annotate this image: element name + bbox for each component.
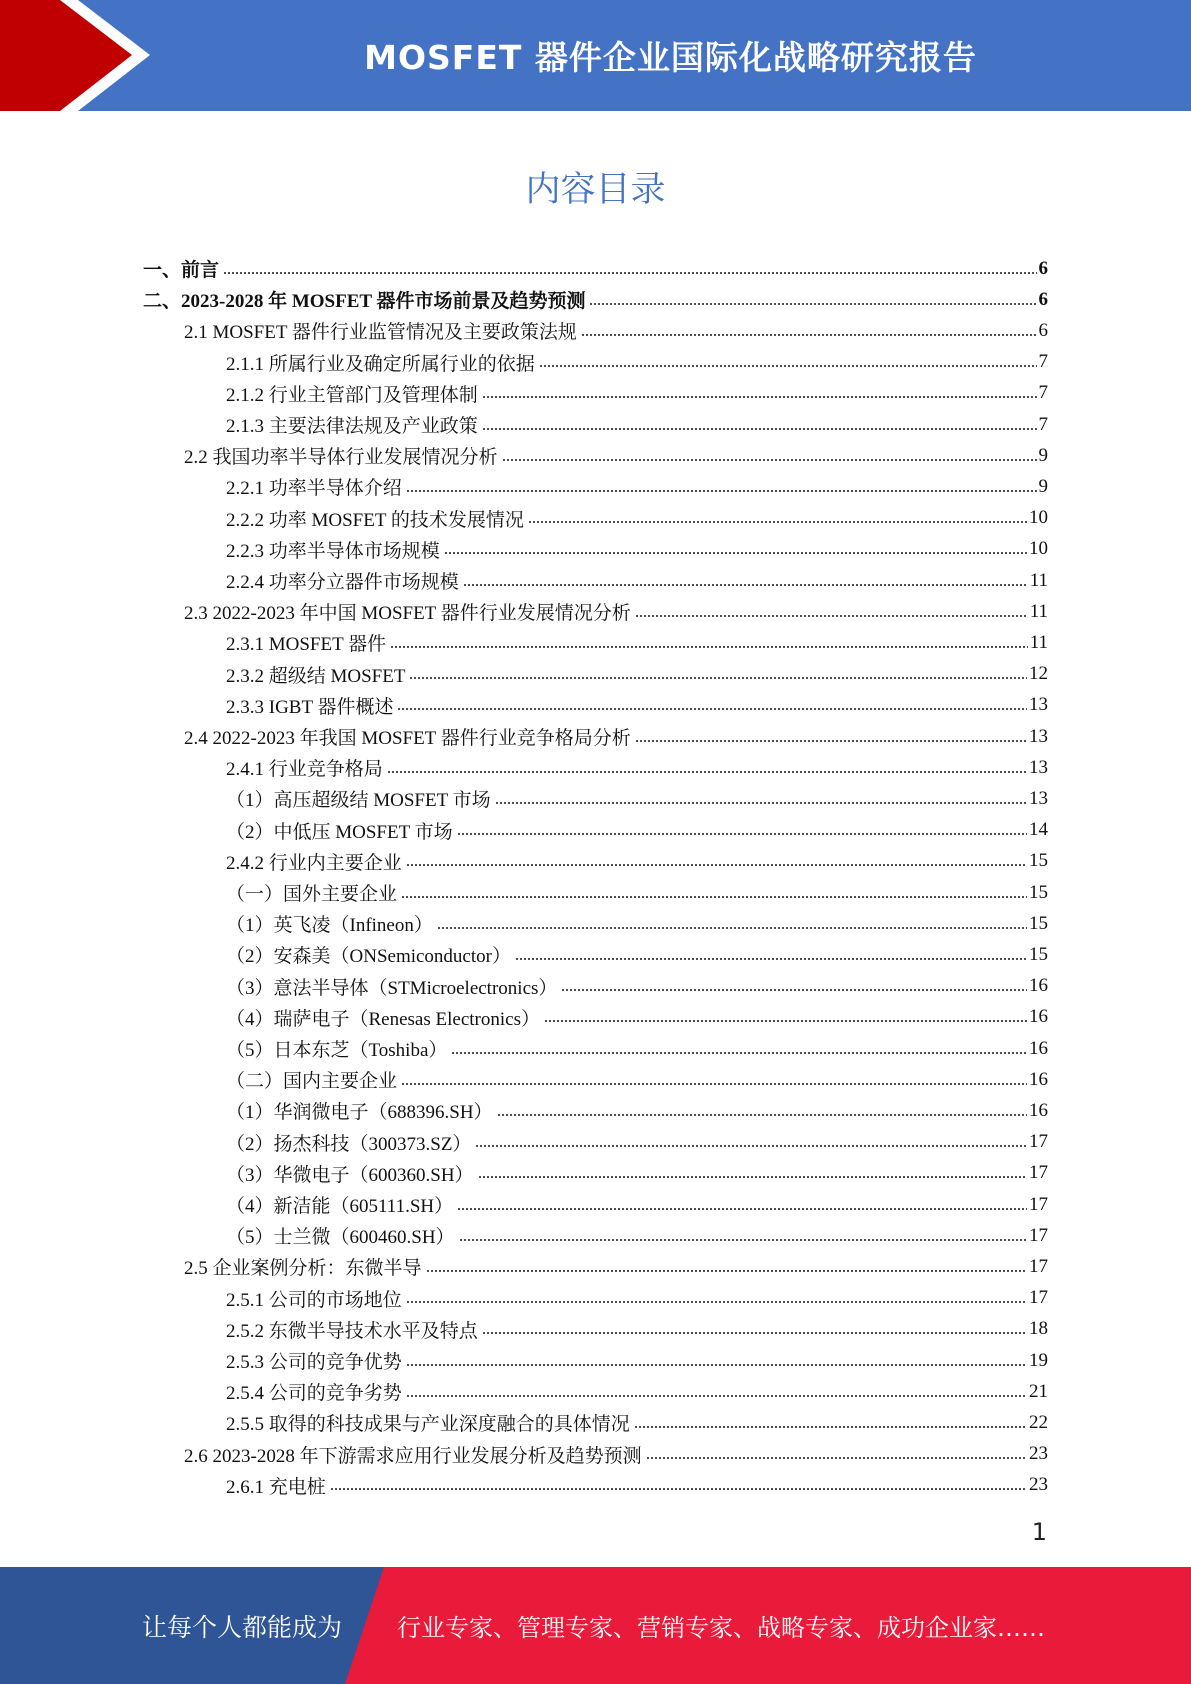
toc-entry-label: （二）国内主要企业 xyxy=(226,1071,398,1093)
toc-entry[interactable] xyxy=(226,378,1048,409)
toc-dot-leader xyxy=(495,799,1027,807)
toc-entry-page: 11 xyxy=(1029,631,1048,653)
page-number: 1 xyxy=(1031,1518,1047,1546)
toc-entry-page: 10 xyxy=(1029,538,1048,560)
toc-entry[interactable] xyxy=(226,347,1048,378)
toc-entry[interactable] xyxy=(226,908,1048,939)
toc-entry-page: 7 xyxy=(1038,382,1048,404)
toc-entry[interactable] xyxy=(226,1127,1048,1158)
toc-entry-label: 2.6 2023-2028 年下游需求应用行业发展分析及趋势预测 xyxy=(184,1445,642,1467)
toc-entry[interactable] xyxy=(226,534,1048,565)
toc-entry-page: 16 xyxy=(1029,975,1048,997)
toc-dot-leader xyxy=(330,1485,1027,1493)
toc-entry[interactable] xyxy=(226,1033,1048,1064)
toc-entry-label: 2.2.2 功率 MOSFET 的技术发展情况 xyxy=(226,509,524,531)
toc-entry-label: （一）国外主要企业 xyxy=(226,884,398,905)
toc-entry-label: （4）新洁能（605111.SH） xyxy=(226,1196,454,1217)
toc-dot-leader xyxy=(635,612,1028,620)
toc-entry-label: 2.4.1 行业竞争格局 xyxy=(226,759,383,781)
toc-entry-page: 17 xyxy=(1029,1131,1048,1153)
toc-entry-page: 14 xyxy=(1029,819,1048,841)
toc-dot-leader xyxy=(528,518,1027,526)
toc-dot-leader xyxy=(634,1423,1027,1431)
toc-dot-leader xyxy=(589,300,1036,308)
toc-dot-leader xyxy=(457,1205,1027,1213)
toc-entry-label: （5）日本东芝（Toshiba） xyxy=(226,1040,448,1061)
toc-entry[interactable] xyxy=(226,409,1048,440)
toc-entry-page: 13 xyxy=(1029,725,1048,747)
toc-entry-label: 2.5.1 公司的市场地位 xyxy=(226,1289,402,1311)
toc-entry-label: 二、2023-2028 年 MOSFET 器件市场前景及趋势预测 xyxy=(143,291,586,313)
toc-entry-label: 2.1 MOSFET 器件行业监管情况及主要政策法规 xyxy=(184,322,577,344)
toc-entry-page: 11 xyxy=(1029,569,1048,591)
toc-entry[interactable] xyxy=(226,1002,1048,1033)
toc-entry-page: 16 xyxy=(1029,1099,1048,1121)
toc-entry-page: 13 xyxy=(1029,694,1048,716)
toc-entry-page: 22 xyxy=(1029,1411,1048,1433)
toc-entry[interactable] xyxy=(226,503,1048,534)
toc-entry-page: 15 xyxy=(1029,850,1048,872)
toc-entry-label: 2.2 我国功率半导体行业发展情况分析 xyxy=(184,447,498,469)
toc-entry-label: 2.1.1 所属行业及确定所属行业的依据 xyxy=(226,353,535,375)
toc-dot-leader xyxy=(635,737,1027,745)
toc-entry[interactable] xyxy=(226,877,1048,908)
toc-entry-label: 2.3 2022-2023 年中国 MOSFET 器件行业发展情况分析 xyxy=(184,603,631,625)
toc-entry-label: 2.5.5 取得的科技成果与产业深度融合的具体情况 xyxy=(226,1414,630,1436)
toc-entry-label: （1）高压超级结 MOSFET 市场 xyxy=(226,790,491,812)
toc-entry[interactable] xyxy=(226,1345,1048,1376)
toc-entry-page: 17 xyxy=(1029,1255,1048,1277)
toc-entry[interactable] xyxy=(226,1314,1048,1345)
toc-entry-label: 2.1.3 主要法律法规及产业政策 xyxy=(226,416,478,437)
toc-entry[interactable] xyxy=(226,1220,1048,1251)
toc-entry-page: 7 xyxy=(1038,413,1048,435)
toc-entry-label: 2.4.2 行业内主要企业 xyxy=(226,852,402,874)
toc-heading: 内容目录 xyxy=(525,170,666,210)
toc-entry-label: 2.4 2022-2023 年我国 MOSFET 器件行业竞争格局分析 xyxy=(184,728,631,749)
toc-entry-label: 2.3.1 MOSFET 器件 xyxy=(226,634,387,656)
toc-entry-label: 2.5.2 东微半导技术水平及特点 xyxy=(226,1320,478,1342)
toc-entry[interactable] xyxy=(226,783,1048,814)
toc-entry-label: 2.6.1 充电桩 xyxy=(226,1476,326,1498)
toc-dot-leader xyxy=(539,362,1037,370)
toc-entry-label: 2.3.2 超级结 MOSFET xyxy=(226,665,406,687)
toc-entry-page: 10 xyxy=(1029,507,1048,529)
toc-entry-label: 2.2.3 功率半导体市场规模 xyxy=(226,540,440,562)
toc-entry-label: 2.5.3 公司的竞争优势 xyxy=(226,1352,402,1373)
toc-entry[interactable] xyxy=(226,1158,1048,1189)
toc-entry[interactable] xyxy=(226,565,1048,596)
toc-entry-label: 2.2.1 功率半导体介绍 xyxy=(226,478,402,500)
toc-entry-page: 23 xyxy=(1029,1474,1048,1496)
toc-entry[interactable] xyxy=(226,1376,1048,1407)
toc-entry[interactable] xyxy=(226,1470,1048,1501)
toc-dot-leader xyxy=(444,549,1027,557)
toc-dot-leader xyxy=(515,955,1027,963)
toc-dot-leader xyxy=(401,1080,1027,1088)
toc-entry[interactable] xyxy=(184,315,1048,346)
toc-entry[interactable] xyxy=(226,1283,1048,1314)
toc-dot-leader xyxy=(406,1361,1027,1369)
toc-entry-page: 17 xyxy=(1029,1224,1048,1246)
toc-entry-page: 18 xyxy=(1029,1318,1048,1340)
toc-entry[interactable] xyxy=(226,752,1048,783)
toc-entry-label: 2.3.3 IGBT 器件概述 xyxy=(226,696,394,718)
toc-dot-leader xyxy=(406,861,1027,869)
toc-entry-page: 15 xyxy=(1029,943,1048,965)
toc-dot-leader xyxy=(409,674,1027,682)
toc-dot-leader xyxy=(478,1173,1027,1181)
toc-entry-page: 13 xyxy=(1029,787,1048,809)
toc-dot-leader xyxy=(561,986,1027,994)
toc-entry-label: 2.5 企业案例分析：东微半导 xyxy=(184,1258,422,1280)
toc-entry-page: 9 xyxy=(1038,475,1048,497)
toc-entry-label: （1）华润微电子（688396.SH） xyxy=(226,1102,493,1124)
toc-dot-leader xyxy=(397,705,1027,713)
toc-entry-page: 15 xyxy=(1029,912,1048,934)
toc-entry[interactable] xyxy=(184,1251,1048,1282)
toc-dot-leader xyxy=(401,893,1027,901)
toc-entry-label: （5）士兰微（600460.SH） xyxy=(226,1227,455,1249)
toc-entry-page: 11 xyxy=(1029,600,1048,622)
toc-entry-label: 一、前言 xyxy=(143,260,220,281)
toc-dot-leader xyxy=(387,768,1027,776)
toc-entry[interactable] xyxy=(226,1189,1048,1220)
toc-entry-label: （4）瑞萨电子（Renesas Electronics） xyxy=(226,1008,540,1030)
toc-dot-leader xyxy=(646,1454,1027,1462)
toc-entry-page: 17 xyxy=(1029,1287,1048,1309)
toc-entry-label: （2）扬杰科技（300373.SZ） xyxy=(226,1133,472,1155)
toc-dot-leader xyxy=(581,331,1037,339)
toc-dot-leader xyxy=(223,269,1036,277)
toc-entry[interactable] xyxy=(226,471,1048,502)
toc-entry-label: （2）中低压 MOSFET 市场 xyxy=(226,821,453,843)
toc-entry-label: （3）意法半导体（STMicroelectronics） xyxy=(226,977,558,999)
toc-dot-leader xyxy=(482,1329,1027,1337)
toc-dot-leader xyxy=(463,581,1028,589)
toc-entry[interactable] xyxy=(226,659,1048,690)
report-title: MOSFET 器件企业国际化战略研究报告 xyxy=(364,38,977,77)
toc-entry-page: 6 xyxy=(1038,288,1048,310)
toc-entry-label: 2.1.2 行业主管部门及管理体制 xyxy=(226,384,478,406)
toc-entry[interactable] xyxy=(184,721,1048,752)
toc-entry-page: 12 xyxy=(1029,663,1048,685)
toc-entry-page: 16 xyxy=(1029,1068,1048,1090)
toc-entry-label: 2.5.4 公司的竞争劣势 xyxy=(226,1383,402,1405)
toc-dot-leader xyxy=(406,1392,1027,1400)
toc-entry-page: 15 xyxy=(1029,881,1048,903)
toc-entry[interactable] xyxy=(226,815,1048,846)
toc-dot-leader xyxy=(475,1142,1027,1150)
toc-entry[interactable] xyxy=(226,1407,1048,1438)
toc-dot-leader xyxy=(390,643,1028,651)
toc-entry-page: 6 xyxy=(1038,319,1048,341)
toc-entry[interactable] xyxy=(184,1439,1048,1470)
toc-dot-leader xyxy=(406,487,1037,495)
toc-entry-page: 17 xyxy=(1029,1162,1048,1184)
toc-entry[interactable] xyxy=(143,284,1048,315)
toc-entry-label: （3）华微电子（600360.SH） xyxy=(226,1164,474,1186)
toc-entry-page: 23 xyxy=(1029,1443,1048,1465)
toc-dot-leader xyxy=(502,456,1037,464)
toc-entry-page: 16 xyxy=(1029,1006,1048,1028)
toc-entry[interactable] xyxy=(226,1095,1048,1126)
toc-dot-leader xyxy=(426,1267,1027,1275)
toc-dot-leader xyxy=(459,1236,1027,1244)
toc-entry[interactable] xyxy=(226,971,1048,1002)
toc-entry[interactable] xyxy=(226,846,1048,877)
toc-dot-leader xyxy=(457,830,1027,838)
toc-entry[interactable] xyxy=(226,627,1048,658)
footer-slogan: 让每个人都能成为 xyxy=(142,1612,343,1642)
toc-entry-page: 13 xyxy=(1029,756,1048,778)
footer-roles: 行业专家、管理专家、营销专家、战略专家、成功企业家…… xyxy=(397,1614,1045,1642)
toc-entry[interactable] xyxy=(184,440,1048,471)
toc-entry[interactable] xyxy=(226,939,1048,970)
toc-dot-leader xyxy=(482,425,1037,433)
toc-dot-leader xyxy=(482,393,1037,401)
toc-entry-page: 16 xyxy=(1029,1037,1048,1059)
toc-entry-page: 6 xyxy=(1038,257,1048,279)
toc-entry-label: （2）安森美（ONSemiconductor） xyxy=(226,946,511,968)
toc-dot-leader xyxy=(437,924,1027,932)
page-header xyxy=(0,0,1191,111)
toc-entry-page: 17 xyxy=(1029,1193,1048,1215)
toc-entry[interactable] xyxy=(226,690,1048,721)
toc-entry-label: 2.2.4 功率分立器件市场规模 xyxy=(226,572,459,593)
page-footer xyxy=(0,1567,1191,1684)
toc-dot-leader xyxy=(544,1017,1027,1025)
toc-entry-page: 7 xyxy=(1038,351,1048,373)
toc-entry[interactable] xyxy=(143,253,1048,284)
header-arrow-graphic xyxy=(0,0,160,111)
toc-dot-leader xyxy=(451,1049,1027,1057)
toc-entry[interactable] xyxy=(184,596,1048,627)
toc-dot-leader xyxy=(497,1111,1027,1119)
toc-entry[interactable] xyxy=(226,1064,1048,1095)
toc-entry-page: 19 xyxy=(1029,1349,1048,1371)
toc-entry-label: （1）英飞凌（Infineon） xyxy=(226,915,433,937)
toc-entry-page: 21 xyxy=(1029,1380,1048,1402)
toc-dot-leader xyxy=(406,1298,1027,1306)
toc-entry-page: 9 xyxy=(1038,444,1048,466)
